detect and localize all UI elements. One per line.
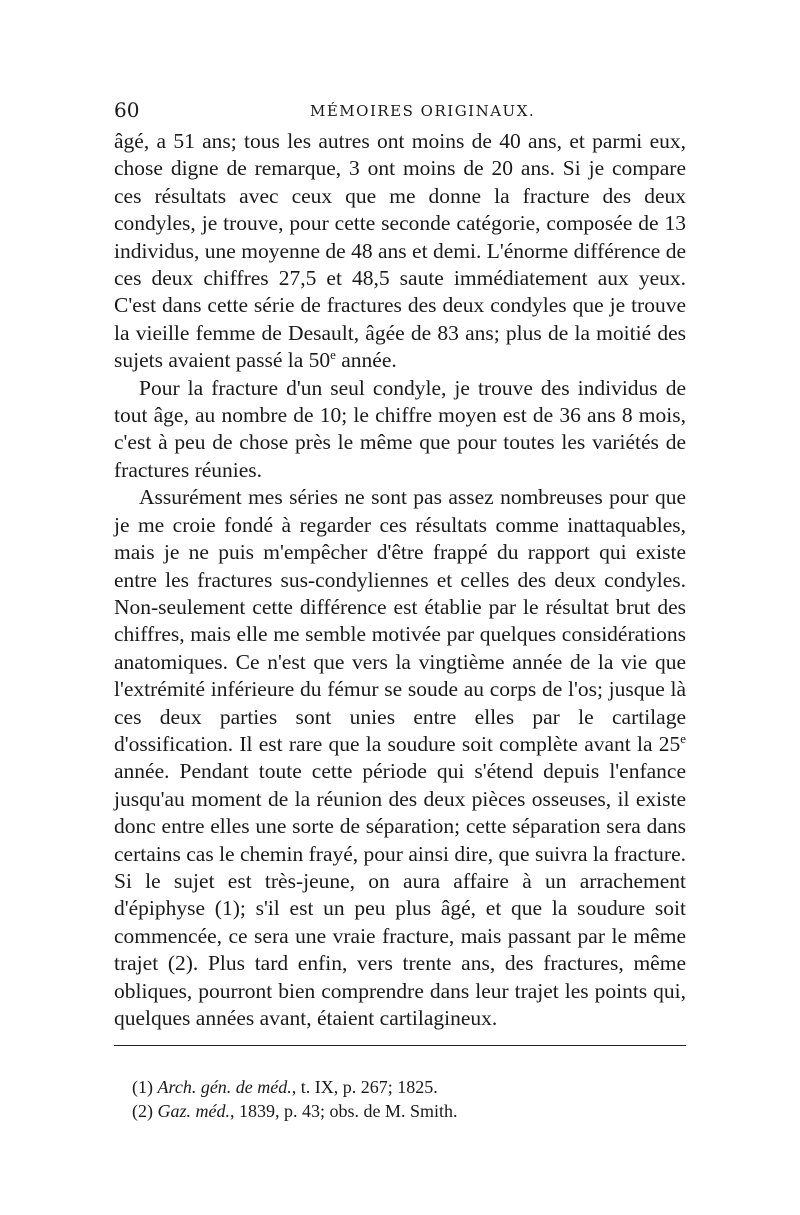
- paragraph-1: [114, 128, 686, 375]
- footnote-marker: (1): [132, 1077, 153, 1097]
- footnote-marker: (2): [132, 1101, 153, 1121]
- superscript-e: e: [330, 348, 336, 363]
- footnote-divider: [114, 1045, 686, 1046]
- paragraph-1-text: âgé, a 51 ans; tous les autres ont moins de 40 ans, et parmi eux, chose digne de remarque, 3 ont moins de 20 ans. Si je compare ces résultats avec ceux que me donne la fracture des deux condyles, je trouve, pour cette seconde catégorie, composée de 13 individus, une moyenne de 48 ans et demi. L'énorme différence de ces deux chiffres 27,5 et 48,5 saute immédiatement aux yeux. C'est dans cette série de fractures des deux condyles que je trouve la vieille femme de Desault, âgée de 83 ans; plus de la moitié des sujets avaient passé la 50: [114, 129, 686, 373]
- footnote-source-title: Arch. gén. de méd.: [157, 1077, 292, 1097]
- paragraph-3: [114, 484, 686, 1032]
- running-title: MÉMOIRES ORIGINAUX.: [310, 102, 536, 120]
- paragraph-2: [114, 375, 686, 485]
- footnote-citation: , 1839, p. 43; obs. de M. Smith.: [230, 1101, 458, 1121]
- footnote-source-title: Gaz. méd.: [157, 1101, 230, 1121]
- paragraph-3-text: Assurément mes séries ne sont pas assez nombreuses pour que je me croie fondé à regarder ces résultats comme inattaquables, mais je ne puis m'empêcher d'être frappé du rapport qui existe entre les fractures sus-condyliennes et celles des deux condyles. Non-seulement cette différence est établie par le résultat brut des chiffres, mais elle me semble motivée par quelques considérations anatomiques. Ce n'est que vers la vingtième année de la vie que l'extrémité inférieure du fémur se soude au corps de l'os; jusque là ces deux parties sont unies entre elles par le cartilage d'ossification. Il est rare que la soudure soit complète avant la 25: [114, 485, 686, 756]
- body-text: [114, 128, 686, 1032]
- paragraph-3-end: année. Pendant toute cette période qui s'étend depuis l'enfance jusqu'au moment de la réunion des deux pièces osseuses, il existe donc entre elles une sorte de séparation; cette séparation sera dans certains cas le chemin frayé, pour ainsi dire, que suivra la fracture. Si le sujet est très-jeune, on aura affaire à un arrachement d'épiphyse (1); s'il est un peu plus âgé, et que la soudure soit commencée, ce sera une vraie fracture, mais passant par le même trajet (2). Plus tard enfin, vers trente ans, des fractures, même obliques, pourront bien comprendre dans leur trajet les points qui, quelques années avant, étaient cartilagineux.: [114, 759, 686, 1030]
- paragraph-2-text: Pour la fracture d'un seul condyle, je trouve des individus de tout âge, au nombre de 10; le chiffre moyen est de 36 ans 8 mois, c'est à peu de chose près le même que pour toutes les variétés de fractures réunies.: [114, 375, 686, 482]
- page-number: 60: [114, 98, 140, 122]
- footnote-citation: , t. IX, p. 267; 1825.: [291, 1077, 438, 1097]
- running-head: [114, 98, 688, 124]
- paragraph-1-end: année.: [335, 348, 397, 373]
- footnote-2: [132, 1099, 672, 1123]
- superscript-e: e: [680, 731, 686, 746]
- footnotes: [132, 1075, 672, 1123]
- footnote-1: [132, 1075, 672, 1099]
